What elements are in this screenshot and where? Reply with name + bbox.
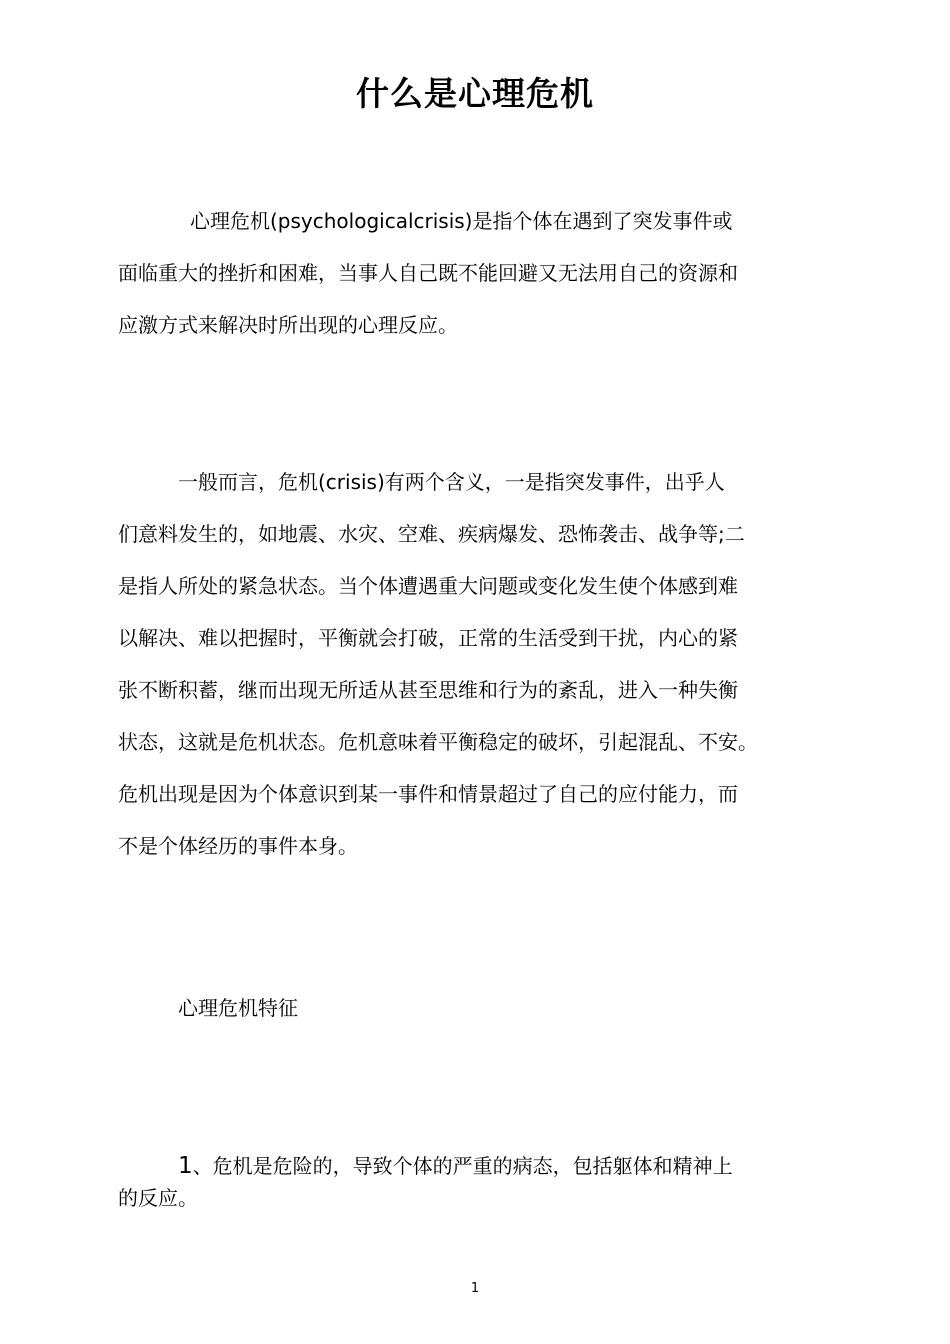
paragraph-line: 危机出现是因为个体意识到某一事件和情景超过了自己的应付能力，而: [118, 782, 738, 806]
list-item-text: 、危机是危险的，导致个体的严重的病态，包括躯体和精神上: [192, 1154, 733, 1178]
list-item-number: 1: [178, 1153, 193, 1179]
page-number: 1: [470, 1281, 480, 1296]
paragraph-definition: [118, 195, 838, 351]
paragraph-line: 不是个体经历的事件本身。: [118, 834, 358, 858]
section-heading: 心理危机特征: [178, 996, 298, 1020]
page-title: 什么是心理危机: [356, 74, 594, 113]
paragraph-line: 张不断积蓄，继而出现无所适从甚至思维和行为的紊乱，进入一种失衡: [118, 678, 738, 702]
paragraph-line: 是指人所处的紧急状态。当个体遭遇重大问题或变化发生使个体感到难: [118, 574, 738, 598]
list-item-second-line: 的反应。: [118, 1186, 198, 1210]
paragraph-crisis-meaning: [118, 456, 838, 872]
paragraph-line: 面临重大的挫折和困难，当事人自己既不能回避又无法用自己的资源和: [118, 261, 738, 285]
paragraph-line: 以解决、难以把握时，平衡就会打破，正常的生活受到干扰，内心的紧: [118, 626, 738, 650]
paragraph-line: 们意料发生的，如地震、水灾、空难、疾病爆发、恐怖袭击、战争等;二: [118, 522, 745, 546]
list-item: [118, 1150, 838, 1214]
paragraph-line: 状态，这就是危机状态。危机意味着平衡稳定的破坏，引起混乱、不安。: [118, 730, 758, 754]
list-item-first-line: [118, 1150, 838, 1182]
paragraph-line: 一般而言，危机(crisis)有两个含义，一是指突发事件，出乎人: [178, 470, 725, 494]
paragraph-line: 应激方式来解决时所出现的心理反应。: [118, 313, 458, 337]
paragraph-line: 心理危机(psychologicalcrisis)是指个体在遇到了突发事件或: [190, 209, 733, 233]
